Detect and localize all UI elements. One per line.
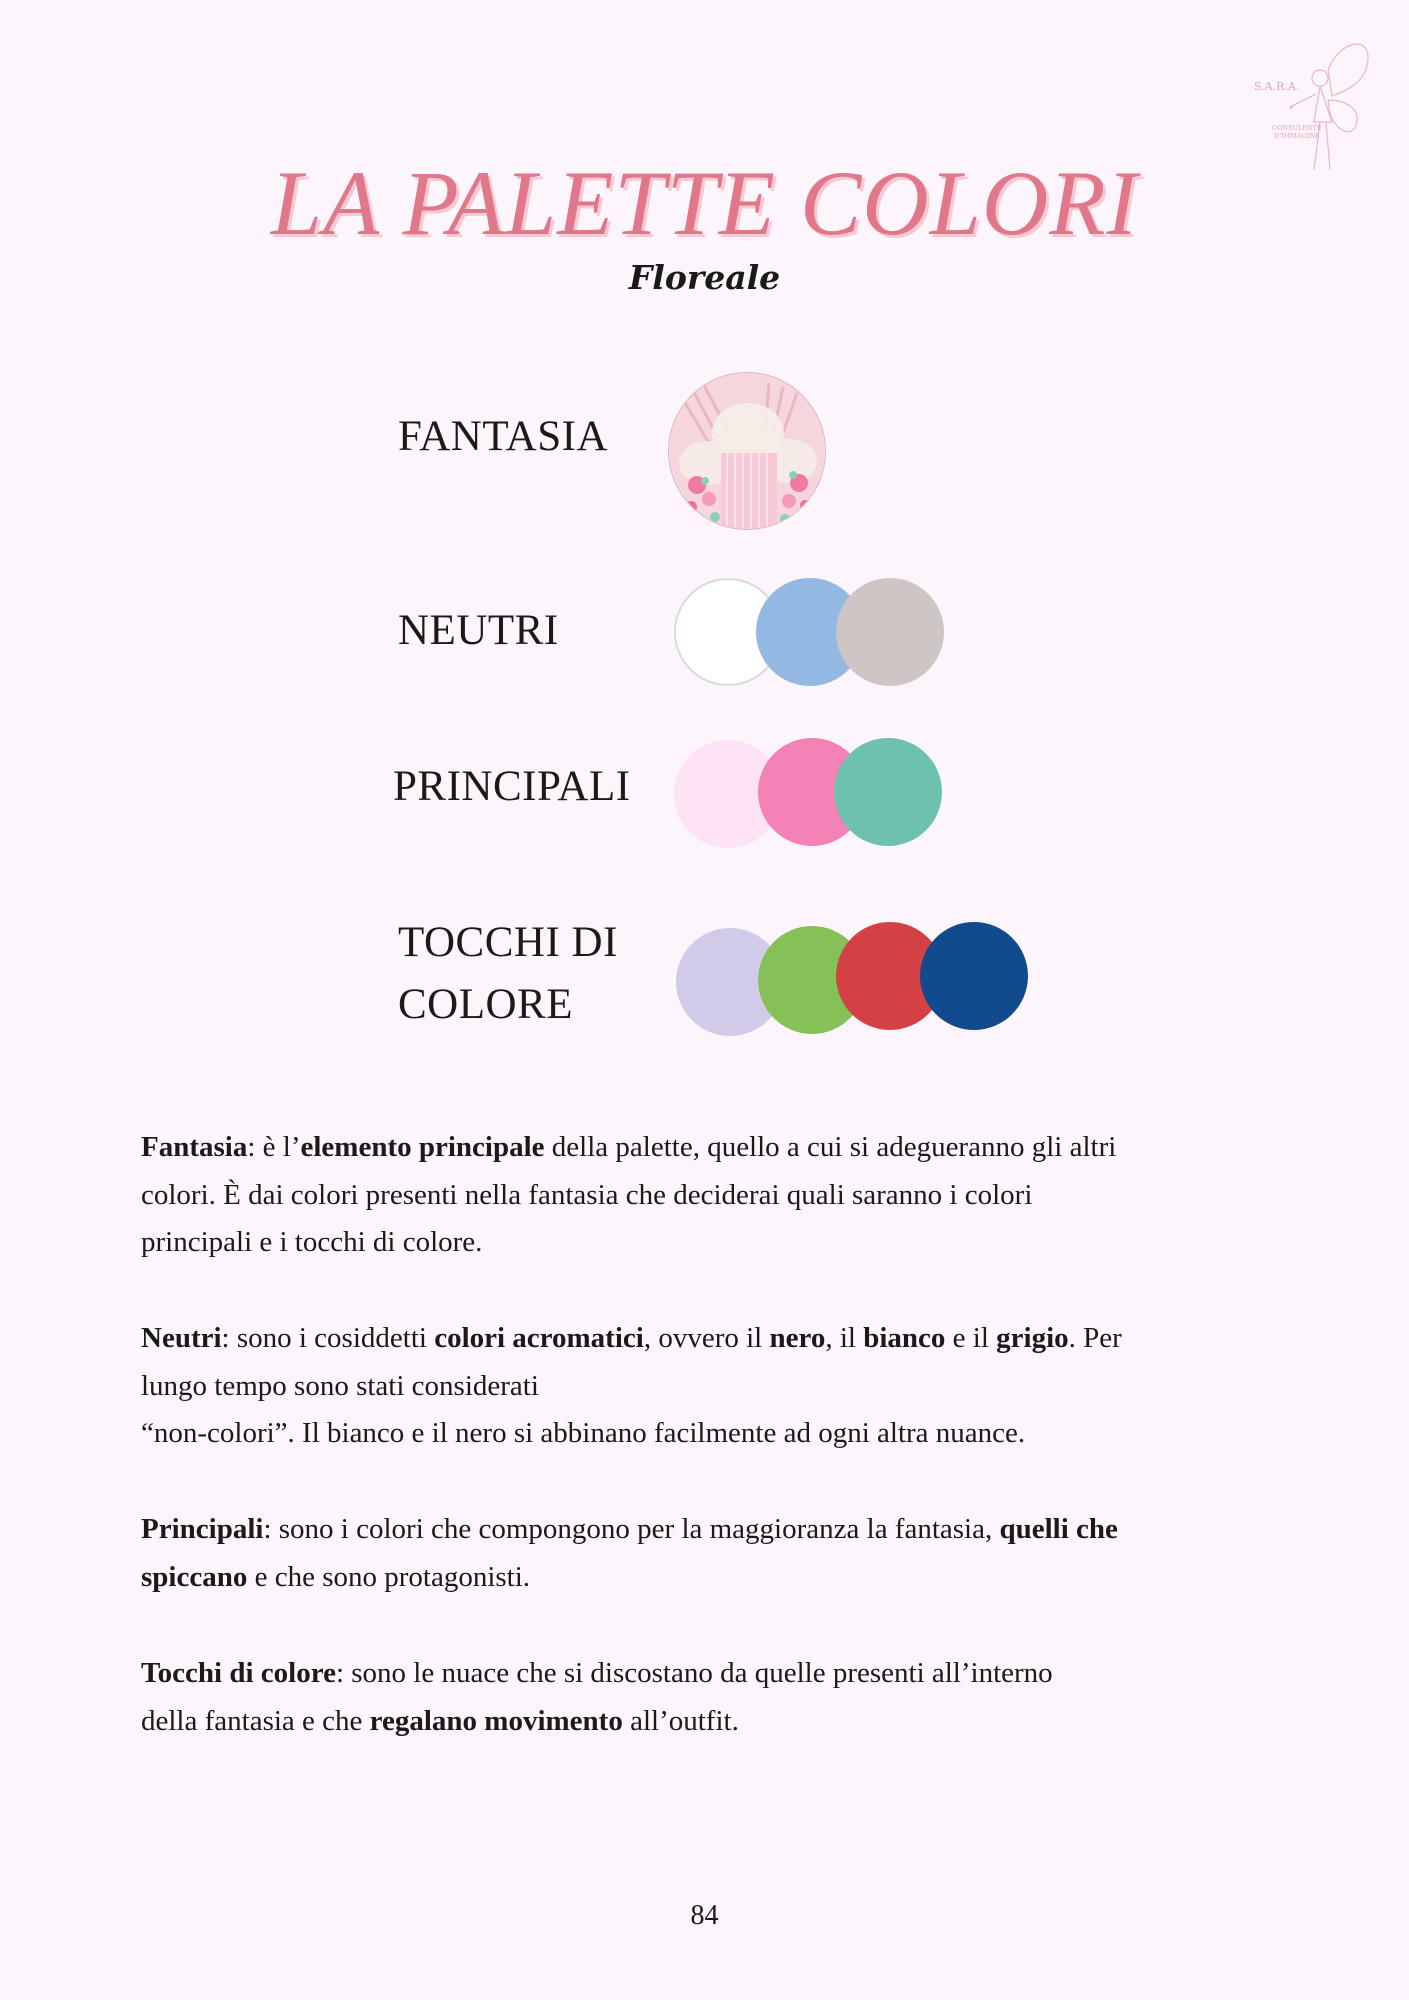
emphasis: grigio [996,1322,1069,1354]
principali-swatch-mint [834,738,942,846]
svg-text:S.A.R.A.: S.A.R.A. [1254,80,1300,93]
emphasis: spiccano [141,1560,248,1593]
text-line [141,1124,1281,1172]
emphasis: elemento principale [300,1131,545,1163]
term-neutri: Neutri [141,1322,222,1354]
text-line: principali e i tocchi di colore. [141,1226,483,1258]
emphasis: quelli che [999,1513,1118,1545]
tocchi-label-line2: COLORE [398,981,573,1028]
principali-description [141,1506,1281,1601]
neutri-swatch-grey [836,578,944,686]
text-run: e che sono protagonisti. [247,1560,531,1593]
text-run: e il [945,1322,997,1354]
text-line [141,1506,1281,1554]
text-line [141,1650,1281,1698]
neutri-description [141,1315,1281,1458]
page-number: 84 [690,1900,719,1931]
svg-text:D'IMMAGINE: D'IMMAGINE [1274,132,1320,140]
text-run: della palette, quello a cui si adegueranno gli altri [544,1131,1117,1163]
svg-text:CONSULENTE: CONSULENTE [1272,124,1322,132]
text-run: . Per [1068,1322,1122,1354]
text-line: colori. È dai colori presenti nella fantasia che deciderai quali saranno i colori [141,1178,1033,1211]
text-run: , il [825,1322,864,1354]
term-principali: Principali [141,1513,264,1545]
emphasis: colori acromatici [434,1322,644,1354]
tocchi-label-line1: TOCCHI DI [398,919,618,966]
text-run: all’outfit. [622,1704,739,1737]
text-line: lungo tempo sono stati considerati [141,1369,539,1402]
term-tocchi: Tocchi di colore [141,1657,336,1689]
emphasis: nero [769,1322,826,1354]
emphasis: bianco [863,1322,946,1354]
text-line [141,1554,1281,1602]
svg-text:✦: ✦ [1288,103,1295,112]
text-run: : sono i colori che compongono per la maggioranza la fantasia, [263,1513,1000,1545]
floral-pattern-image [668,372,826,530]
text-run: , ovvero il [643,1322,770,1354]
text-run: : sono i cosiddetti [221,1322,435,1354]
text-run: : sono le nuace che si discostano da quelle presenti all’interno [335,1657,1053,1689]
fantasia-label: FANTASIA [398,413,608,460]
emphasis: regalano movimento [369,1704,623,1737]
text-run: : è l’ [247,1131,301,1163]
tocchi-description [141,1650,1281,1745]
neutri-label: NEUTRI [398,607,559,654]
term-fantasia: Fantasia [141,1131,248,1163]
text-line [141,1315,1281,1363]
page-subtitle: Floreale [628,258,781,297]
tocchi-swatch-navy [920,922,1028,1030]
text-line [141,1698,1281,1746]
text-line: “non-colori”. Il bianco e il nero si abbinano facilmente ad ogni altra nuance. [141,1417,1026,1449]
fantasia-description [141,1124,1281,1267]
page-title: LA PALETTE COLORI [270,152,1139,254]
text-run: della fantasia e che [141,1704,370,1737]
principali-label: PRINCIPALI [393,763,631,810]
